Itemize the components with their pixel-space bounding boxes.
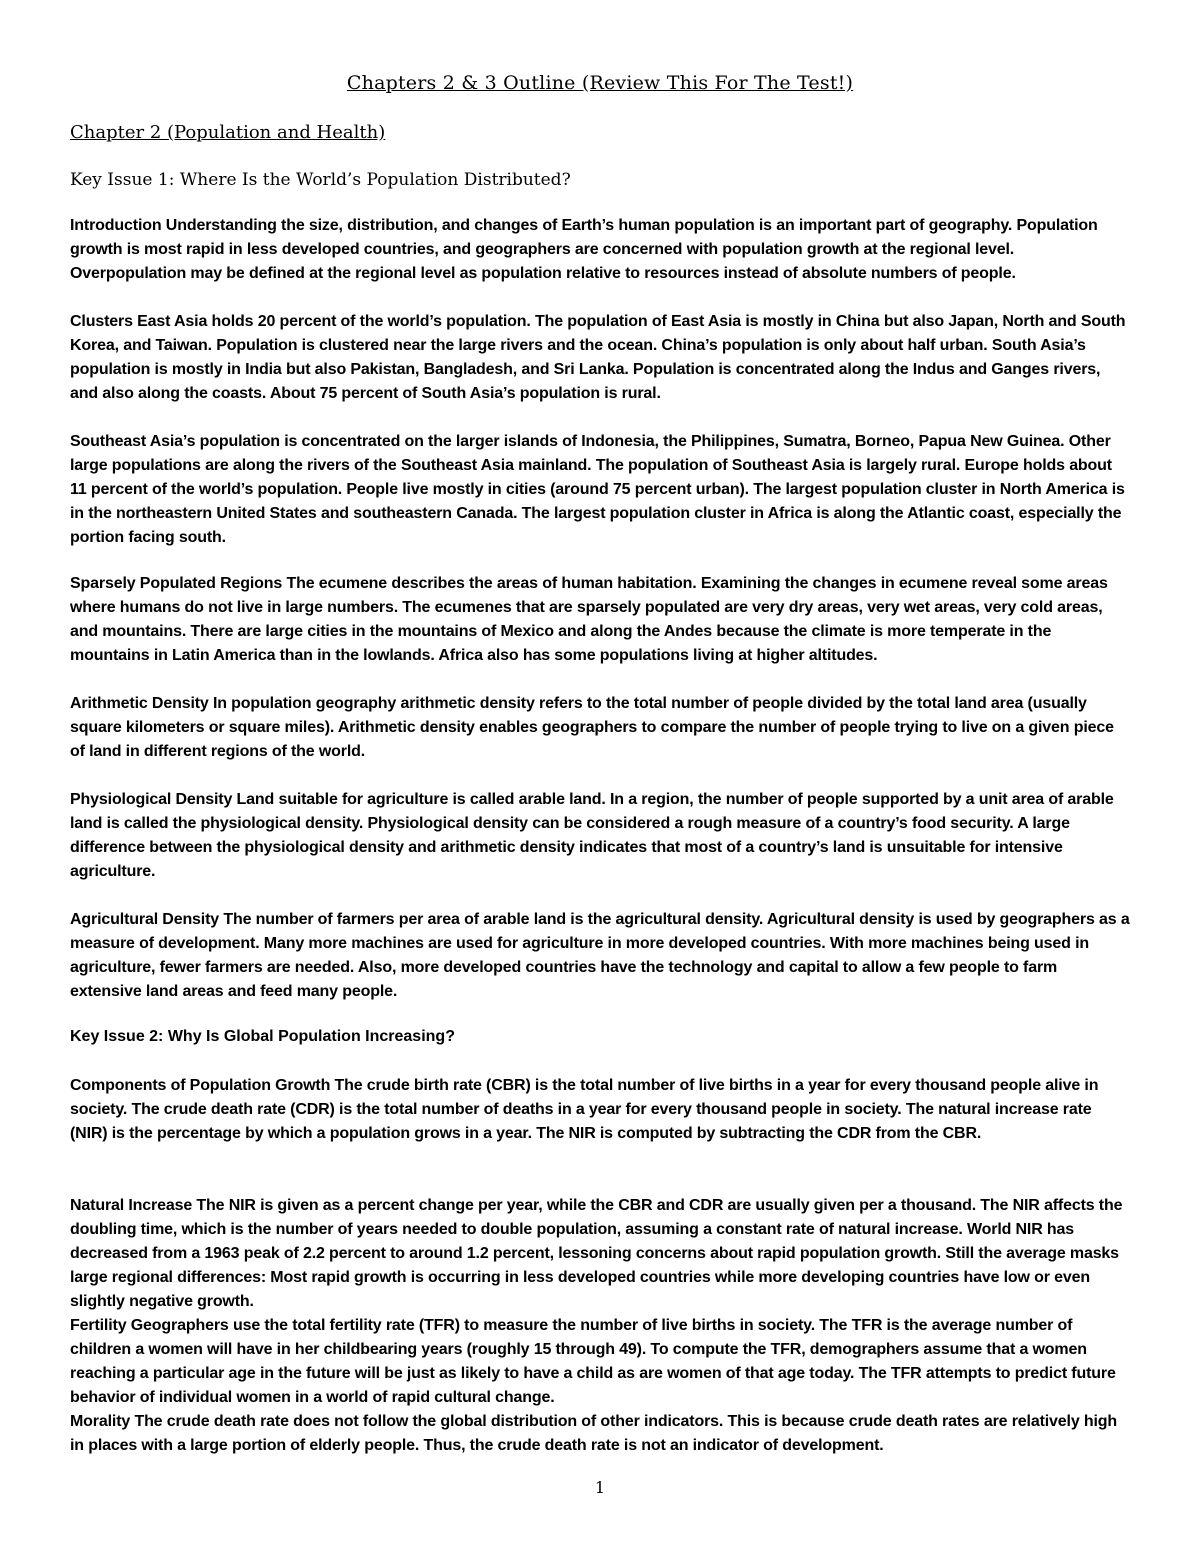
paragraph-fertility: Fertility Geographers use the total fertility rate (TFR) to measure the number of live births in society. The TFR is the average number of children a women will have in her childbearing years (roughly 15 through 49). To compute the TFR, demographers assume that a women reaching a particular age in the future will be just as likely to have a child as are women of that age today. The TFR attempts to predict future behavior of individual women in a world of rapid cultural change. bbox=[70, 1317, 1116, 1406]
key-issue-heading: Key Issue 2: Why Is Global Population Increasing? bbox=[70, 1028, 455, 1045]
paragraph-agricultural-density: Agricultural Density The number of farmers per area of arable land is the agricultural density. Agricultural density is used by geographers as a measure of development. Many more machines are used for agriculture in more developed countries. With more machines being used in agriculture, fewer farmers are needed. Also, more developed countries have the technology and capital to allow a few people to farm extensive land areas and feed many people. bbox=[70, 911, 1130, 1000]
key-issue-heading: Key Issue 1: Where Is the World’s Population Distributed? bbox=[70, 170, 571, 190]
document-title: Chapters 2 & 3 Outline (Review This For The Test!) bbox=[346, 72, 854, 94]
paragraph-components-of-growth: Components of Population Growth The crude birth rate (CBR) is the total number of live births in a year for every thousand people alive in society. The crude death rate (CDR) is the total number of deaths in a year for every thousand people in society. The natural increase rate (NIR) is the percentage by which a population grows in a year. The NIR is computed by subtracting the CDR from the CBR. bbox=[70, 1077, 1099, 1142]
page-number: 1 bbox=[594, 1478, 606, 1497]
paragraph-arithmetic-density: Arithmetic Density In population geography arithmetic density refers to the total number of people divided by the total land area (usually square kilometers or square miles). Arithmetic density enables geographers to compare the number of people trying to live on a given piece of land in different regions of the world. bbox=[70, 695, 1114, 760]
paragraph-mortality: Morality The crude death rate does not follow the global distribution of other indicators. This is because crude death rates are relatively high in places with a large portion of elderly people. Thus, the crude death rate is not an indicator of development. bbox=[70, 1413, 1118, 1454]
paragraph-sparsely-populated: Sparsely Populated Regions The ecumene describes the areas of human habitation. Examining the changes in ecumene reveal some areas where humans do not live in large numbers. The ecumenes that are sparsely populated are very dry areas, very wet areas, very cold areas, and mountains. There are large cities in the mountains of Mexico and along the Andes because the climate is more temperate in the mountains in Latin America than in the lowlands. Africa also has some populations living at higher altitudes. bbox=[70, 575, 1108, 664]
paragraph-southeast-asia: Southeast Asia’s population is concentrated on the larger islands of Indonesia, the Philippines, Sumatra, Borneo, Papua New Guinea. Other large populations are along the rivers of the Southeast Asia mainland. The population of Southeast Asia is largely rural. Europe holds about 11 percent of the world’s population. People live mostly in cities (around 75 percent urban). The largest population cluster in North America is in the northeastern United States and southeastern Canada. The largest population cluster in Africa is along the Atlantic coast, especially the portion facing south. bbox=[70, 433, 1125, 546]
paragraph-physiological-density: Physiological Density Land suitable for agriculture is called arable land. In a region, the number of people supported by a unit area of arable land is called the physiological density. Physiological density can be considered a rough measure of a country’s food security. A large difference between the physiological density and arithmetic density indicates that most of a country’s land is unsuitable for intensive agriculture. bbox=[70, 791, 1114, 880]
paragraph-clusters: Clusters East Asia holds 20 percent of the world’s population. The population of East Asia is mostly in China but also Japan, North and South Korea, and Taiwan. Population is clustered near the large rivers and the ocean. China’s population is only about half urban. South Asia’s population is mostly in India but also Pakistan, Bangladesh, and Sri Lanka. Population is concentrated along the Indus and Ganges rivers, and also along the coasts. About 75 percent of South Asia’s population is rural. bbox=[70, 313, 1126, 402]
chapter-heading: Chapter 2 (Population and Health) bbox=[70, 122, 386, 143]
paragraph-introduction: Introduction Understanding the size, distribution, and changes of Earth’s human population is an important part of geography. Population growth is most rapid in less developed countries, and geographers are concerned with population growth at the regional level. Overpopulation may be defined at the regional level as population relative to resources instead of absolute numbers of people. bbox=[70, 217, 1098, 282]
paragraph-natural-increase: Natural Increase The NIR is given as a percent change per year, while the CBR and CDR are usually given per a thousand. The NIR affects the doubling time, which is the number of years needed to double population, assuming a constant rate of natural increase. World NIR has decreased from a 1963 peak of 2.2 percent to around 1.2 percent, lessoning concerns about rapid population growth. Still the average masks large regional differences: Most rapid growth is occurring in less developed countries while more developing countries have low or even slightly negative growth. bbox=[70, 1197, 1123, 1310]
